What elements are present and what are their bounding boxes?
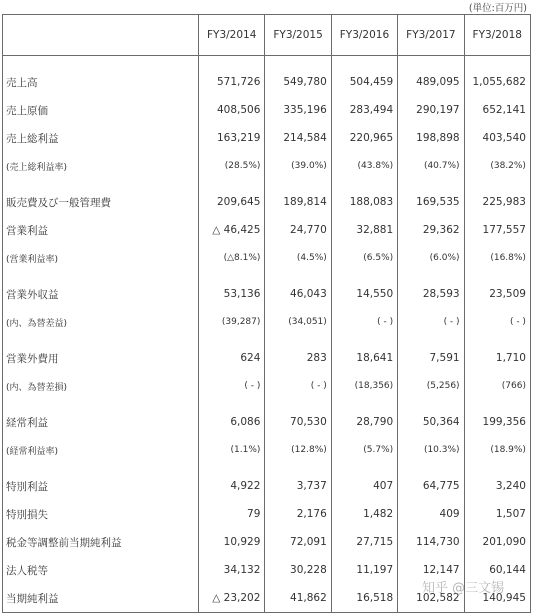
value-cell: 18,641 <box>331 344 397 372</box>
value-cell: 11,197 <box>331 556 397 584</box>
income-statement-table <box>2 14 531 613</box>
value-cell: 32,881 <box>331 216 397 244</box>
table-row <box>3 472 531 500</box>
spacer-cell <box>464 400 530 408</box>
value-cell: (18,356) <box>331 372 397 400</box>
value-cell: 199,356 <box>464 408 530 436</box>
table-row <box>3 408 531 436</box>
spacer-cell <box>199 336 265 344</box>
value-cell: (34,051) <box>265 308 331 336</box>
spacer-cell <box>398 272 464 280</box>
header-fy2016: FY3/2016 <box>331 15 397 56</box>
value-cell: (1.1%) <box>199 436 265 464</box>
value-cell: 28,593 <box>398 280 464 308</box>
row-label: (売上総利益率) <box>3 152 199 180</box>
value-cell: 283 <box>265 344 331 372</box>
value-cell: (6.5%) <box>331 244 397 272</box>
row-label: 法人税等 <box>3 556 199 584</box>
spacer-cell <box>3 56 199 69</box>
table-row <box>3 188 531 216</box>
spacer-cell <box>331 400 397 408</box>
value-cell: (△8.1%) <box>199 244 265 272</box>
value-cell: (39,287) <box>199 308 265 336</box>
value-cell: 64,775 <box>398 472 464 500</box>
value-cell: ( - ) <box>331 308 397 336</box>
value-cell: 220,965 <box>331 124 397 152</box>
header-row <box>3 15 531 56</box>
spacer-cell <box>265 272 331 280</box>
table-row <box>3 244 531 272</box>
row-label: (内、為替差益) <box>3 308 199 336</box>
value-cell: 10,929 <box>199 528 265 556</box>
value-cell: (5.7%) <box>331 436 397 464</box>
value-cell: 169,535 <box>398 188 464 216</box>
value-cell: (10.3%) <box>398 436 464 464</box>
value-cell: 177,557 <box>464 216 530 244</box>
value-cell: 102,582 <box>398 584 464 613</box>
table-row <box>3 216 531 244</box>
value-cell: 6,086 <box>199 408 265 436</box>
spacer-cell <box>3 400 199 408</box>
spacer-cell <box>464 464 530 472</box>
value-cell: (28.5%) <box>199 152 265 180</box>
value-cell: 24,770 <box>265 216 331 244</box>
spacer-cell <box>265 56 331 69</box>
spacer-cell <box>398 180 464 188</box>
spacer-row <box>3 56 531 69</box>
value-cell: 50,364 <box>398 408 464 436</box>
value-cell: 225,983 <box>464 188 530 216</box>
spacer-cell <box>398 400 464 408</box>
value-cell: 16,518 <box>331 584 397 613</box>
table-row <box>3 124 531 152</box>
header-fy2015: FY3/2015 <box>265 15 331 56</box>
row-label: 当期純利益 <box>3 584 199 613</box>
value-cell: 4,922 <box>199 472 265 500</box>
spacer-cell <box>331 180 397 188</box>
value-cell: 549,780 <box>265 68 331 96</box>
value-cell: 624 <box>199 344 265 372</box>
spacer-cell <box>464 272 530 280</box>
row-label: (経常利益率) <box>3 436 199 464</box>
value-cell: (766) <box>464 372 530 400</box>
spacer-cell <box>265 400 331 408</box>
watermark: 知乎 @三文锡 <box>422 581 505 596</box>
spacer-cell <box>464 336 530 344</box>
value-cell: 290,197 <box>398 96 464 124</box>
table-row <box>3 152 531 180</box>
row-label: 売上原価 <box>3 96 199 124</box>
header-fy2018: FY3/2018 <box>464 15 530 56</box>
spacer-cell <box>464 56 530 69</box>
value-cell: 652,141 <box>464 96 530 124</box>
spacer-cell <box>3 180 199 188</box>
header-blank <box>3 15 199 56</box>
value-cell: 12,147 <box>398 556 464 584</box>
spacer-cell <box>331 56 397 69</box>
spacer-cell <box>265 464 331 472</box>
value-cell: 504,459 <box>331 68 397 96</box>
unit-label: (単位:百万円) <box>468 3 527 14</box>
value-cell: 188,083 <box>331 188 397 216</box>
value-cell: (38.2%) <box>464 152 530 180</box>
value-cell: (5,256) <box>398 372 464 400</box>
value-cell: 30,228 <box>265 556 331 584</box>
value-cell: 27,715 <box>331 528 397 556</box>
spacer-cell <box>199 272 265 280</box>
value-cell: 489,095 <box>398 68 464 96</box>
value-cell: 14,550 <box>331 280 397 308</box>
value-cell: 3,240 <box>464 472 530 500</box>
row-label: (内、為替差損) <box>3 372 199 400</box>
value-cell: (18.9%) <box>464 436 530 464</box>
value-cell: 140,945 <box>464 584 530 613</box>
row-label: 営業外収益 <box>3 280 199 308</box>
value-cell: 283,494 <box>331 96 397 124</box>
spacer-row <box>3 336 531 344</box>
spacer-cell <box>3 464 199 472</box>
table-row <box>3 528 531 556</box>
table-row <box>3 344 531 372</box>
value-cell: 407 <box>331 472 397 500</box>
row-label: 売上高 <box>3 68 199 96</box>
value-cell: 335,196 <box>265 96 331 124</box>
row-label: 販売費及び一般管理費 <box>3 188 199 216</box>
spacer-cell <box>3 272 199 280</box>
value-cell: 3,737 <box>265 472 331 500</box>
value-cell: 214,584 <box>265 124 331 152</box>
value-cell: 7,591 <box>398 344 464 372</box>
value-cell: 1,055,682 <box>464 68 530 96</box>
spacer-cell <box>331 464 397 472</box>
table-row <box>3 68 531 96</box>
spacer-cell <box>398 56 464 69</box>
value-cell: 53,136 <box>199 280 265 308</box>
value-cell: ( - ) <box>398 308 464 336</box>
value-cell: 41,862 <box>265 584 331 613</box>
value-cell: (40.7%) <box>398 152 464 180</box>
spacer-cell <box>3 336 199 344</box>
spacer-cell <box>331 272 397 280</box>
value-cell: 1,507 <box>464 500 530 528</box>
spacer-cell <box>199 180 265 188</box>
spacer-cell <box>199 464 265 472</box>
row-label: 経常利益 <box>3 408 199 436</box>
table-row <box>3 96 531 124</box>
spacer-row <box>3 400 531 408</box>
value-cell: 79 <box>199 500 265 528</box>
value-cell: 114,730 <box>398 528 464 556</box>
value-cell: 28,790 <box>331 408 397 436</box>
value-cell: 189,814 <box>265 188 331 216</box>
row-label: 特別損失 <box>3 500 199 528</box>
value-cell: 571,726 <box>199 68 265 96</box>
spacer-cell <box>398 464 464 472</box>
value-cell: 198,898 <box>398 124 464 152</box>
value-cell: 1,710 <box>464 344 530 372</box>
spacer-cell <box>331 336 397 344</box>
value-cell: 209,645 <box>199 188 265 216</box>
table-row <box>3 280 531 308</box>
spacer-cell <box>199 400 265 408</box>
value-cell: △ 23,202 <box>199 584 265 613</box>
value-cell: 201,090 <box>464 528 530 556</box>
row-label: (営業利益率) <box>3 244 199 272</box>
table-row <box>3 500 531 528</box>
value-cell: (39.0%) <box>265 152 331 180</box>
value-cell: 70,530 <box>265 408 331 436</box>
value-cell: ( - ) <box>265 372 331 400</box>
value-cell: 408,506 <box>199 96 265 124</box>
value-cell: (12.8%) <box>265 436 331 464</box>
row-label: 営業外費用 <box>3 344 199 372</box>
value-cell: 163,219 <box>199 124 265 152</box>
value-cell: 2,176 <box>265 500 331 528</box>
row-label: 営業利益 <box>3 216 199 244</box>
value-cell: 29,362 <box>398 216 464 244</box>
spacer-cell <box>265 336 331 344</box>
spacer-cell <box>464 180 530 188</box>
spacer-row <box>3 180 531 188</box>
value-cell: (43.8%) <box>331 152 397 180</box>
value-cell: 1,482 <box>331 500 397 528</box>
value-cell: 23,509 <box>464 280 530 308</box>
spacer-row <box>3 464 531 472</box>
value-cell: 46,043 <box>265 280 331 308</box>
value-cell: 34,132 <box>199 556 265 584</box>
value-cell: (4.5%) <box>265 244 331 272</box>
value-cell: 409 <box>398 500 464 528</box>
value-cell: (6.0%) <box>398 244 464 272</box>
row-label: 売上総利益 <box>3 124 199 152</box>
value-cell: 403,540 <box>464 124 530 152</box>
spacer-cell <box>265 180 331 188</box>
row-label: 特別利益 <box>3 472 199 500</box>
header-fy2017: FY3/2017 <box>398 15 464 56</box>
value-cell: △ 46,425 <box>199 216 265 244</box>
table-row <box>3 372 531 400</box>
spacer-cell <box>398 336 464 344</box>
value-cell: 60,144 <box>464 556 530 584</box>
header-fy2014: FY3/2014 <box>199 15 265 56</box>
table-row <box>3 308 531 336</box>
spacer-cell <box>199 56 265 69</box>
value-cell: ( - ) <box>464 308 530 336</box>
value-cell: (16.8%) <box>464 244 530 272</box>
spacer-row <box>3 272 531 280</box>
row-label: 税金等調整前当期純利益 <box>3 528 199 556</box>
value-cell: 72,091 <box>265 528 331 556</box>
table-row <box>3 436 531 464</box>
value-cell: ( - ) <box>199 372 265 400</box>
